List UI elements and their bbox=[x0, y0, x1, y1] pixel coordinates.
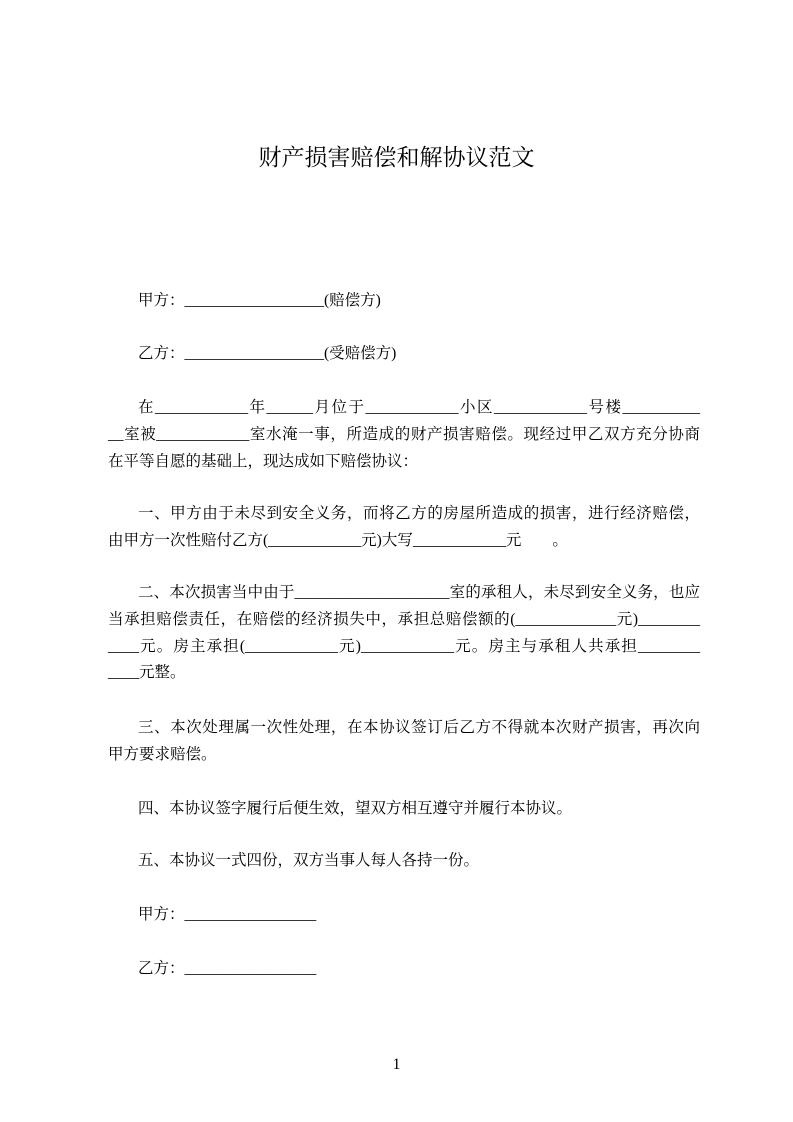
signature-party-a: 甲方：_________________ bbox=[138, 906, 317, 923]
clause-line: 由甲方一次性赔付乙方(____________元)大写____________元 。 bbox=[108, 532, 568, 549]
clause-line: 一、甲方由于未尽到安全义务，而将乙方的房屋所造成的损害，进行经济赔偿， bbox=[138, 505, 700, 522]
clause-line: 五、本协议一式四份，双方当事人每人各持一份。 bbox=[138, 852, 480, 869]
clause-line: 二、本次损害当中由于____________________室的承租人，未尽到安全义务，也应 bbox=[138, 584, 700, 601]
clause-line: 四、本协议签字履行后便生效，望双方相互遵守并履行本协议。 bbox=[138, 800, 573, 817]
signature-party-b: 乙方：_________________ bbox=[138, 960, 317, 977]
clause-line: ____元。房主承担(____________元)____________元。房主与承租人共承担________ bbox=[108, 638, 700, 655]
page-number: 1 bbox=[392, 1056, 401, 1073]
clause-line: 三、本次处理属一次性处理，在本协议签订后乙方不得就本次财产损害，再次向 bbox=[138, 719, 700, 736]
party-a-line: 甲方：__________________(赔偿方) bbox=[138, 292, 381, 309]
preamble-line: 在____________年______月位于____________小区____________号楼__________ bbox=[138, 399, 700, 416]
preamble-line: 在平等自愿的基础上，现达成如下赔偿协议： bbox=[108, 453, 419, 470]
clause-line: 当承担赔偿责任，在赔偿的经济损失中，承担总赔偿额的(_____________元)________ bbox=[108, 611, 700, 628]
document-title: 财产损害赔偿和解协议范文 bbox=[258, 145, 535, 170]
party-b-line: 乙方：__________________(受赔偿方) bbox=[138, 345, 397, 362]
preamble-line: __室被____________室水淹一事，所造成的财产损害赔偿。现经过甲乙双方充分协商 bbox=[108, 426, 700, 443]
clause-line: ____元整。 bbox=[108, 664, 186, 681]
clause-line: 甲方要求赔偿。 bbox=[108, 746, 217, 763]
